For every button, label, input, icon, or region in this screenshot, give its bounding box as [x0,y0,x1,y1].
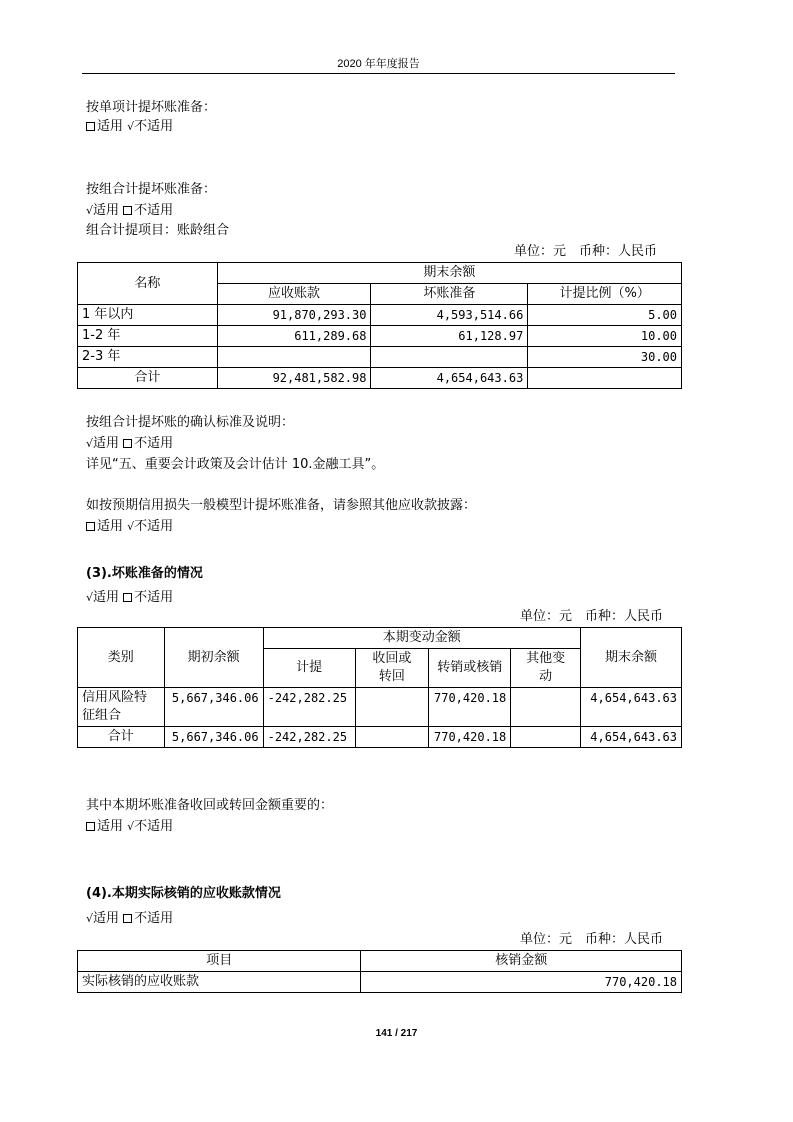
portfolio-item-label: 组合计提项目：账龄组合 [86,223,230,238]
cell-recovery [355,727,429,748]
header-other-line2: 动 [539,669,553,684]
cell-closing: 4,654,643.63 [580,727,681,748]
recovery-important-options [86,818,173,836]
page-number: 141 / 217 [375,1028,418,1039]
cell-receivable: 92,481,582.98 [217,368,371,389]
table-row [78,326,682,347]
criteria-detail: 详见“五、重要会计政策及会计估计 10.金融工具”。 [86,457,385,472]
cell-writeoff: 770,420.18 [429,688,511,727]
checkmark-icon: √ [127,820,135,833]
header-name: 名称 [78,263,218,305]
unit-label: 单位：元 币种：人民币 [520,609,664,624]
option-applicable: 适用 [93,203,120,218]
single-provision-options [86,118,173,136]
portfolio-provision-options [86,202,173,220]
table-row [78,305,682,326]
allowance-options [86,589,173,607]
header-category: 类别 [78,628,165,688]
allowance-section-title: (3).坏账准备的情况 [86,566,203,581]
header-provision: 计提 [263,649,355,688]
cell-amount: 770,420.18 [361,972,682,993]
header-amount: 核销金额 [361,951,682,972]
checkmark-icon: √ [127,520,135,533]
table-row [78,688,682,727]
header-ratio: 计提比例（%） [528,284,682,305]
portfolio-criteria-options [86,435,173,453]
table-row [78,347,682,368]
single-provision-title: 按单项计提坏账准备： [86,100,217,115]
option-not-applicable: 不适用 [134,911,174,926]
option-not-applicable: 不适用 [134,819,174,834]
cell-allowance: 4,593,514.66 [371,305,528,326]
cell-provision: -242,282.25 [263,727,355,748]
recovery-important-title: 其中本期坏账准备收回或转回金额重要的： [86,798,334,813]
writeoff-table [77,950,682,993]
cell-allowance [371,347,528,368]
ecl-model-title: 如按预期信用损失一般模型计提坏账准备，请参照其他应收款披露： [86,498,477,513]
cell-name: 1 年以内 [78,305,218,326]
header-receivable: 应收账款 [217,284,371,305]
writeoff-section-title: (4).本期实际核销的应收账款情况 [86,886,281,901]
header-writeoff: 转销或核销 [429,649,511,688]
cell-category: 合计 [78,727,165,748]
option-not-applicable: 不适用 [134,590,174,605]
cell-receivable [217,347,371,368]
unchecked-box-icon [86,522,95,531]
cell-ratio: 30.00 [528,347,682,368]
option-not-applicable: 不适用 [134,519,174,534]
cell-allowance: 4,654,643.63 [371,368,528,389]
cell-provision: -242,282.25 [263,688,355,727]
header-other [511,649,581,688]
cell-name: 1-2 年 [78,326,218,347]
table-row-total [78,727,682,748]
cell-closing: 4,654,643.63 [580,688,681,727]
header-recovery-line1: 收回或 [372,651,412,666]
header-closing: 期末余额 [580,628,681,688]
portfolio-provision-title: 按组合计提坏账准备： [86,182,217,197]
option-applicable: 适用 [93,436,120,451]
header-recovery-line2: 转回 [378,669,405,684]
aging-table [77,262,682,389]
cell-ratio: 5.00 [528,305,682,326]
option-applicable: 适用 [97,519,124,534]
table-row [78,972,682,993]
checkmark-icon: √ [86,437,94,450]
cell-receivable: 91,870,293.30 [217,305,371,326]
cell-category [78,688,165,727]
option-not-applicable: 不适用 [134,203,174,218]
header-other-line1: 其他变 [526,651,566,666]
checkmark-icon: √ [86,204,94,217]
unit-label: 单位：元 币种：人民币 [514,244,658,259]
writeoff-options [86,910,173,928]
header-divider [82,73,675,74]
cell-other [511,688,581,727]
cell-ratio [528,368,682,389]
cell-other [511,727,581,748]
option-applicable: 适用 [97,819,124,834]
unchecked-box-icon [123,593,132,602]
header-change: 本期变动金额 [263,628,580,649]
portfolio-criteria-title: 按组合计提坏账的确认标准及说明： [86,415,295,430]
checkmark-icon: √ [127,120,135,133]
cell-receivable: 611,289.68 [217,326,371,347]
cell-recovery [355,688,429,727]
header-item: 项目 [78,951,361,972]
header-recovery [355,649,429,688]
checkmark-icon: √ [86,912,94,925]
cell-name: 2-3 年 [78,347,218,368]
cell-writeoff: 770,420.18 [429,727,511,748]
allowance-table [77,627,682,748]
unchecked-box-icon [86,122,95,131]
cell-item: 实际核销的应收账款 [78,972,361,993]
header-opening: 期初余额 [164,628,263,688]
unchecked-box-icon [123,206,132,215]
cell-name: 合计 [78,368,218,389]
unchecked-box-icon [86,822,95,831]
cell-category-line2: 征组合 [82,708,122,723]
ecl-model-options [86,518,173,536]
unchecked-box-icon [123,439,132,448]
cell-category-line1: 信用风险特 [82,690,148,705]
option-not-applicable: 不适用 [134,436,174,451]
option-not-applicable: 不适用 [134,119,174,134]
cell-opening: 5,667,346.06 [164,688,263,727]
header-allowance: 坏账准备 [371,284,528,305]
page-header-title: 2020 年年度报告 [337,58,420,70]
option-applicable: 适用 [93,590,120,605]
unchecked-box-icon [123,914,132,923]
cell-allowance: 61,128.97 [371,326,528,347]
cell-opening: 5,667,346.06 [164,727,263,748]
header-period-end: 期末余额 [217,263,681,284]
table-row-total [78,368,682,389]
checkmark-icon: √ [86,591,94,604]
unit-label: 单位：元 币种：人民币 [520,932,664,947]
cell-ratio: 10.00 [528,326,682,347]
option-applicable: 适用 [93,911,120,926]
option-applicable: 适用 [97,119,124,134]
